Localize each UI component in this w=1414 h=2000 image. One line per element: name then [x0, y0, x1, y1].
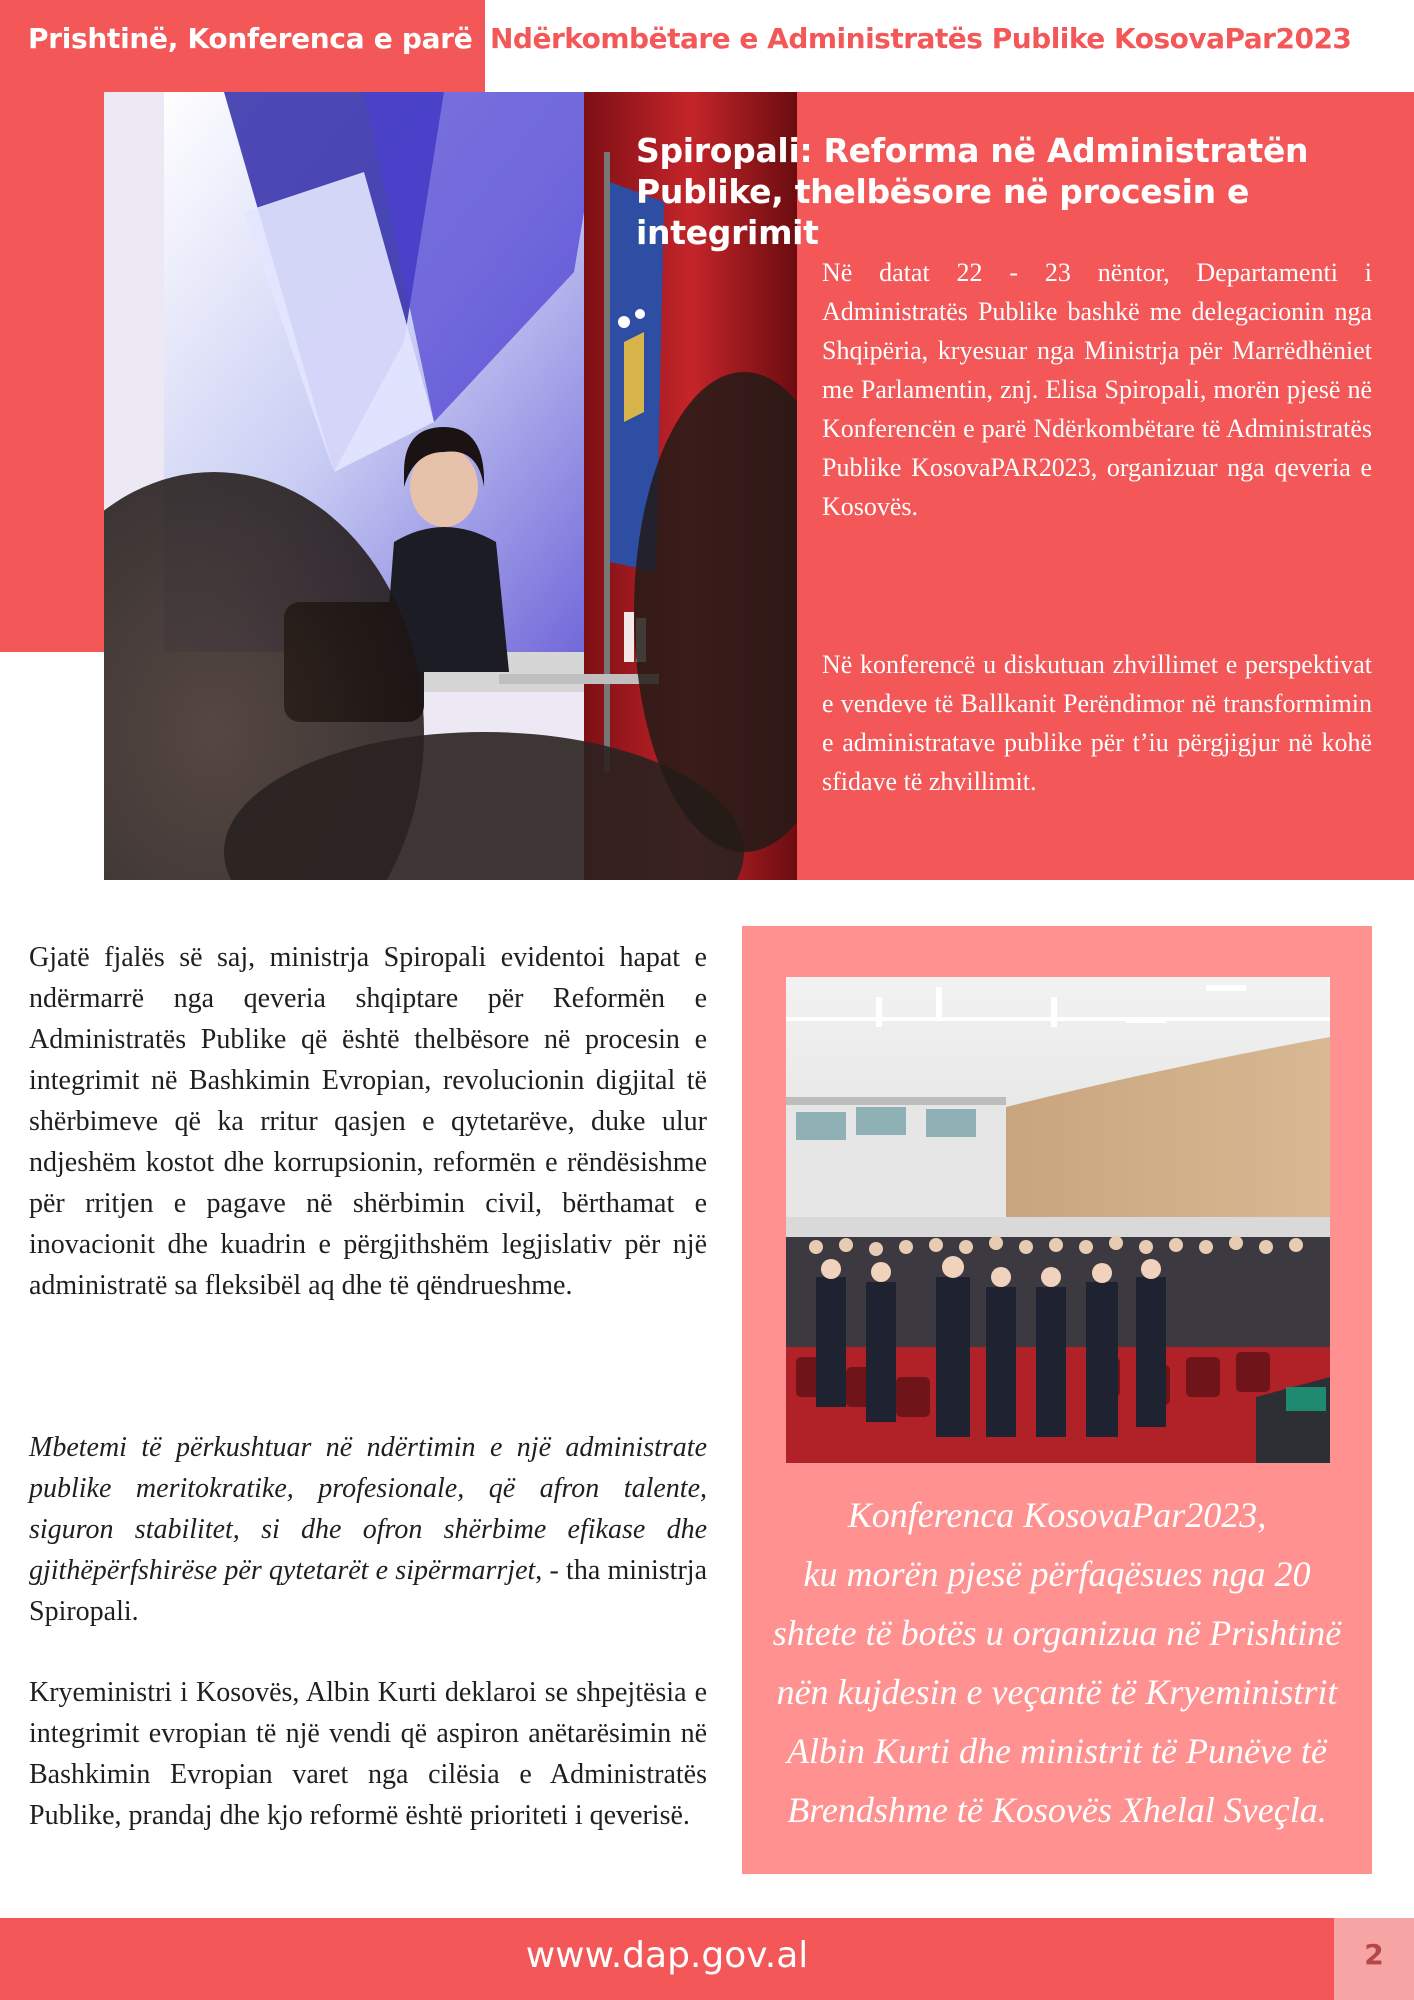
- caption-line-1: Konferenca KosovaPar2023,: [847, 1495, 1267, 1535]
- page-number: 2: [1364, 1938, 1384, 1971]
- left-accent-bar: [0, 92, 104, 652]
- body-paragraph-3: Kryeministri i Kosovës, Albin Kurti deklaroi se shpejtësia e integrimit evropian të një vendi që aspiron anëtarësimin në Bashkimin Evropian varet nga cilësia e Administratës Publike, prandaj dhe kjo reformë është prioriteti i qeverisë.: [29, 1677, 707, 1831]
- intro-paragraph-2: Në konferencë u diskutuan zhvillimet e perspektivat e vendeve të Ballkanit Perëndimor në transformimin e administratave publike për t’iu përgjigjur në kohë sfidave të zhvillimit.: [822, 650, 1372, 796]
- article-title: [636, 130, 1414, 253]
- caption-line-6: Brendshme të Kosovës Xhelal Sveçla.: [787, 1790, 1327, 1830]
- caption-line-5: Albin Kurti dhe ministrit të Punëve të: [787, 1731, 1327, 1771]
- caption-line-2: ku morën pjesë përfaqësues nga 20: [803, 1554, 1311, 1594]
- intro-paragraph-1: Në datat 22 - 23 nëntor, Departamenti i Administratës Publike bashkë me delegacionin nga Shqipëria, kryesuar nga Ministrja për Marrëdhëniet me Parlamentin, znj. Elisa Spiropali, morën pjesë në Konferencën e parë Ndërkombëtare të Administratës Publike KosovaPAR2023, organizuar nga qeveria e Kosovës.: [822, 258, 1372, 521]
- header-location: Prishtinë, Konferenca e parë: [28, 22, 473, 55]
- header-conference-title: Ndërkombëtare e Administratës Publike KosovaPar2023: [490, 22, 1352, 55]
- quote-attribution: , - tha ministrja Spiropali.: [29, 1555, 707, 1627]
- article-title-line-1: Spiropali: Reforma në Administratën: [636, 131, 1309, 170]
- article-title-line-2: Publike, thelbësore në procesin e integrimit: [636, 172, 1250, 252]
- minister-quote-paragraph: [29, 1427, 707, 1632]
- minister-quote: Mbetemi të përkushtuar në ndërtimin e një administrate publike meritokratike, profesionale, që afron talente, siguron stabilitet, si dhe ofron shërbime efikase dhe gjithëpërfshirëse për qytetarët e sipërmarrjet: [29, 1432, 707, 1586]
- website-link[interactable]: www.dap.gov.al: [525, 1935, 809, 1976]
- photo-caption: [742, 1486, 1372, 1840]
- caption-line-4: nën kujdesin e veçantë të Kryeministrit: [776, 1672, 1338, 1712]
- audience-photo: [786, 977, 1330, 1463]
- body-paragraph-1: Gjatë fjalës së saj, ministrja Spiropali evidentoi hapat e ndërmarrë nga qeveria shqiptare për Reformën e Administratës Publike që është thelbësore në procesin e integrimit në Bashkimin Evropian, revolucionin digjital të shërbimeve që ka rritur qasjen e qytetarëve, duke ulur ndjeshëm kostot dhe korrupsionin, reformën e rëndësishme për rritjen e pagave në shërbimin civil, bërthamat e inovacionit dhe kuadrin e përgjithshëm legjislativ për një administratë sa fleksibël aq dhe të qëndrueshme.: [29, 942, 707, 1301]
- caption-line-3: shtete të botës u organizua në Prishtinë: [772, 1613, 1342, 1653]
